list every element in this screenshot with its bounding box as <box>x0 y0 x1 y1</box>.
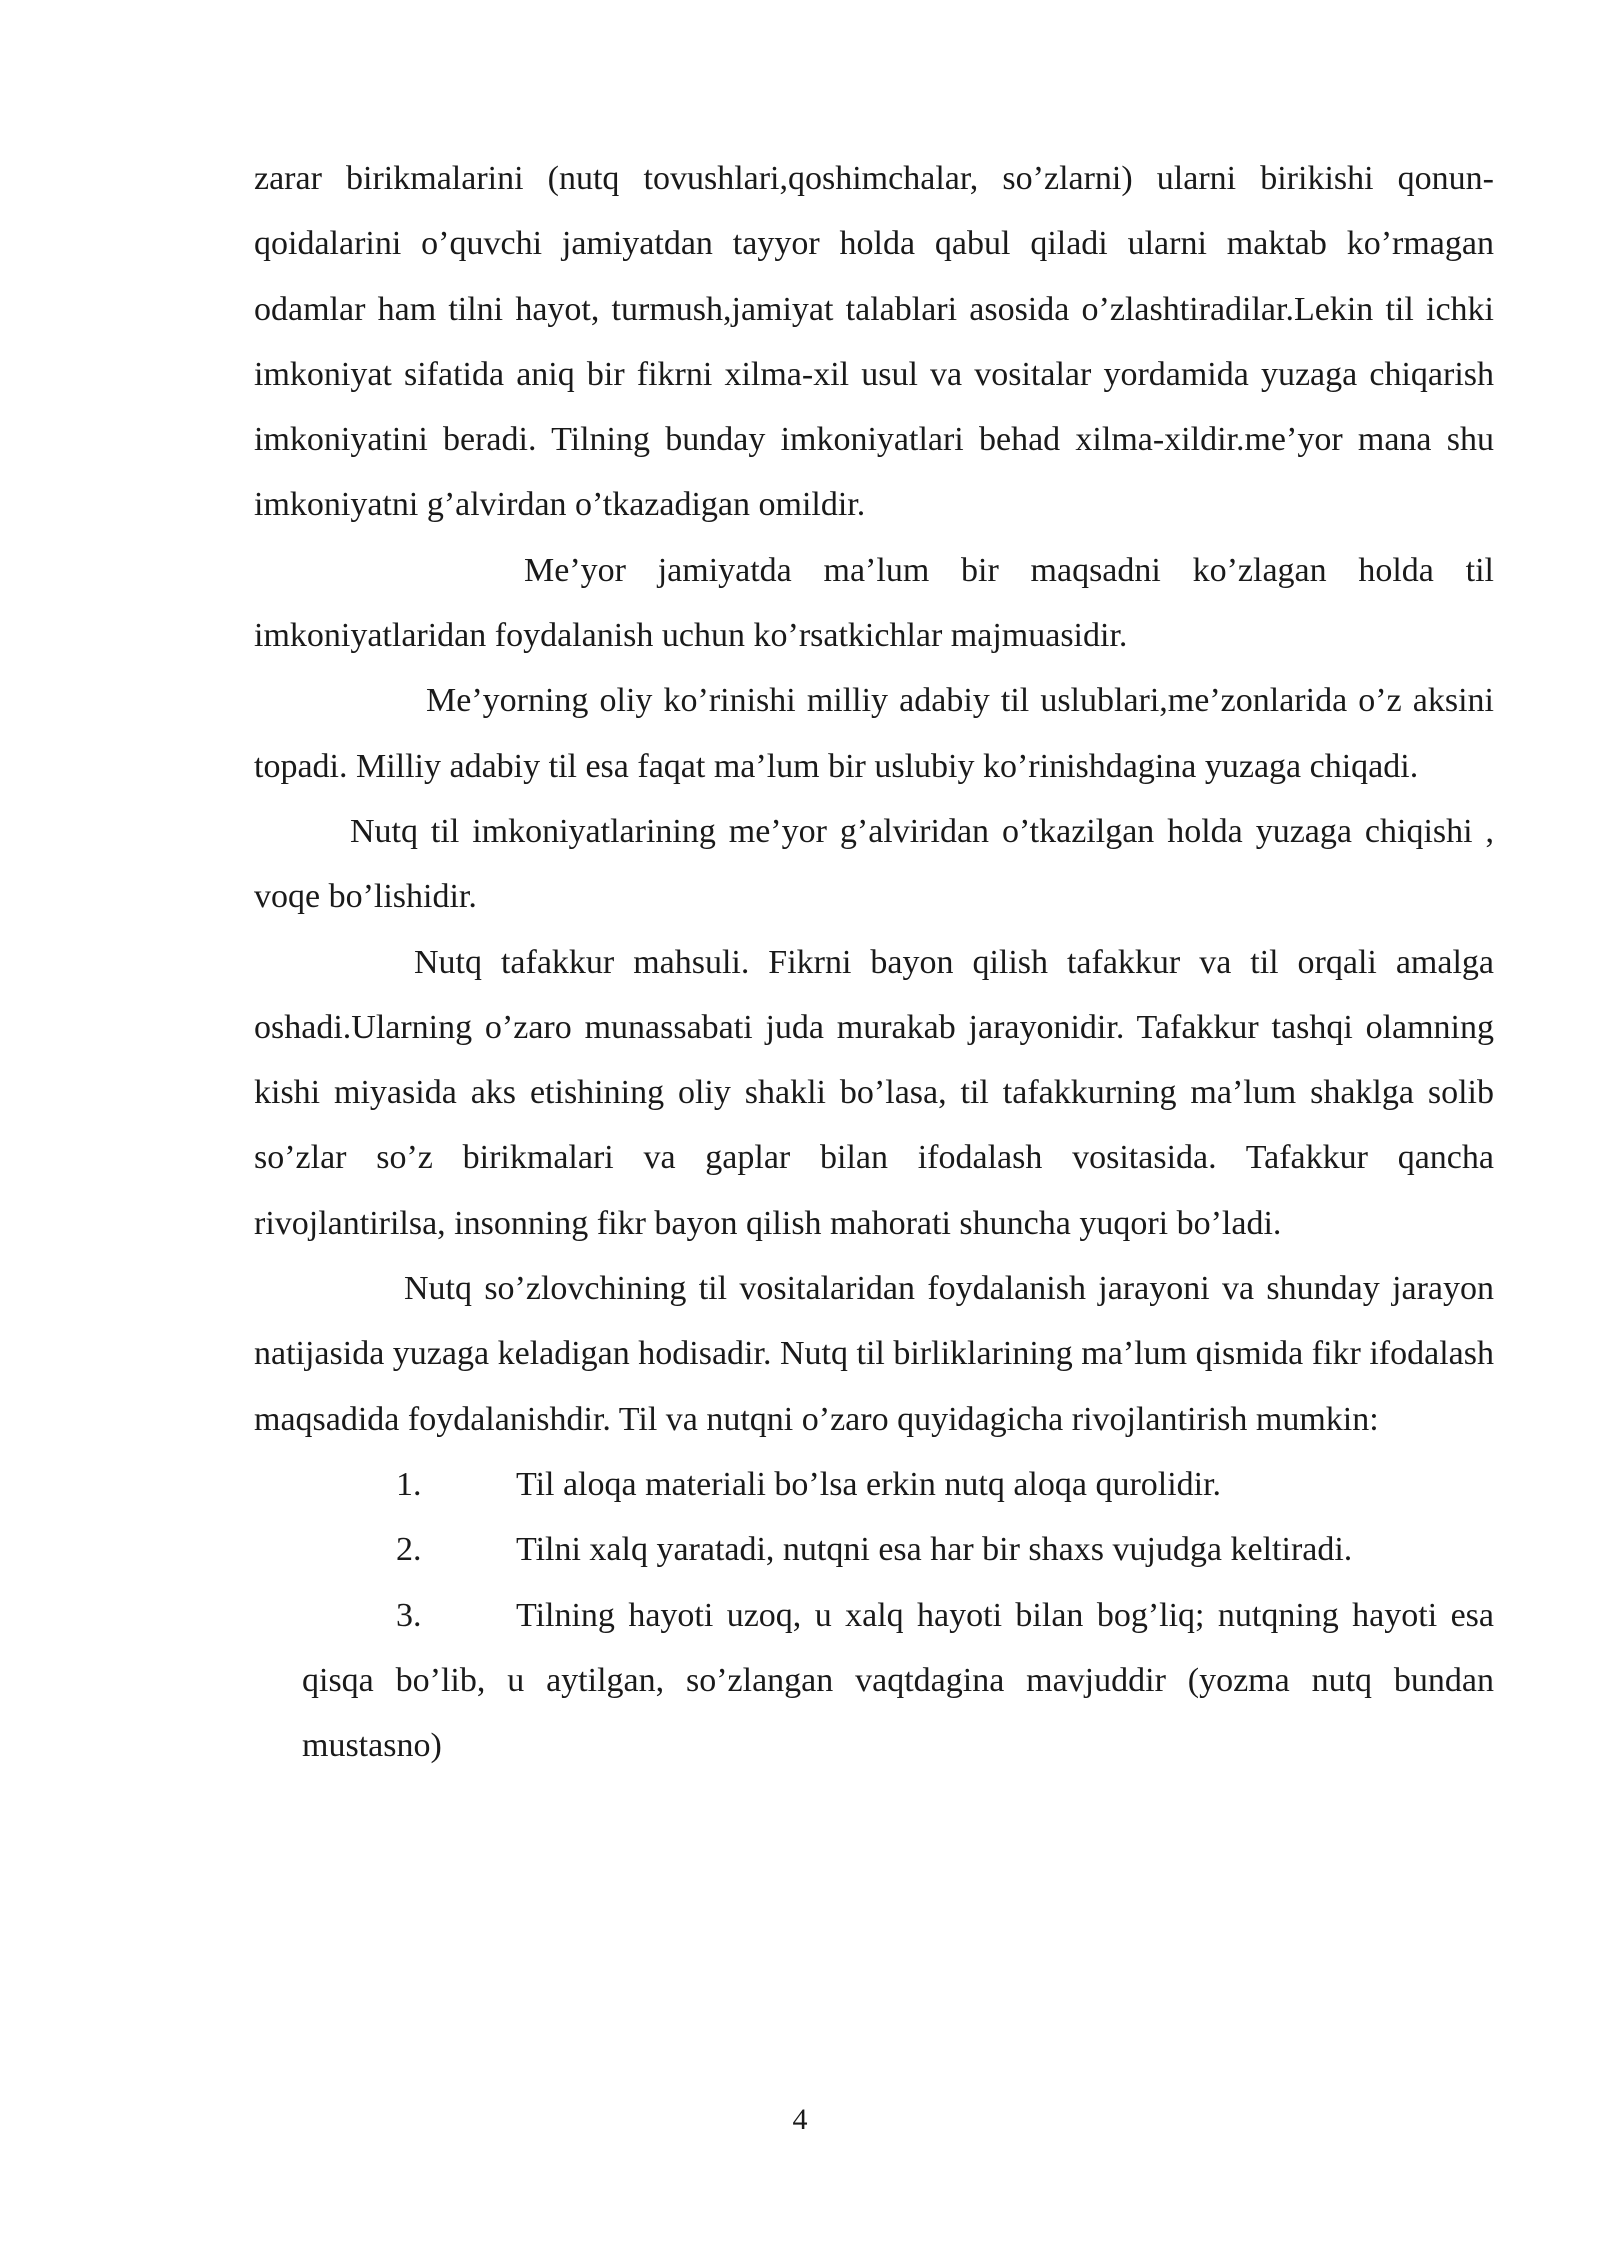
paragraph-2: Me’yor jamiyatda ma’lum bir maqsadni ko’zlagan holda til imkoniyatlaridan foydalanish uchun ko’rsatkichlar majmuasidir. <box>254 551 1494 655</box>
list-item-2 <box>254 1517 1494 1582</box>
list-text: Tilni xalq yaratadi, nutqni esa har bir shaxs vujudga keltiradi. <box>516 1531 1353 1569</box>
paragraph-4: Nutq til imkoniyatlarining me’yor g’alviridan o’tkazilgan holda yuzaga chiqishi , voqe bo’lishidir. <box>254 812 1494 916</box>
page-number: 4 <box>792 2103 808 2136</box>
paragraph-1: zarar birikmalarini (nutq tovushlari,qoshimchalar, so’zlarni) ularni birikishi qonun-qoidalarini o’quvchi jamiyatdan tayyor holda qabul qiladi ularni maktab ko’rmagan odamlar ham tilni hayot, turmush,jamiyat talablari asosida o’zlashtiradilar.Lekin til ichki imkoniyat sifatida aniq bir fikrni xilma-xil usul va vositalar yordamida yuzaga chiqarish imkoniyatini beradi. Tilning bunday imkoniyatlari behad xilma-xildir.me’yor mana shu imkoniyatni g’alvirdan o’tkazadigan omildir. <box>254 160 1494 524</box>
paragraph-3: Me’yorning oliy ko’rinishi milliy adabiy til uslublari,me’zonlarida o’z aksini topadi. Milliy adabiy til esa faqat ma’lum bir uslubiy ko’rinishdagina yuzaga chiqadi. <box>254 682 1494 785</box>
paragraph-6: Nutq so’zlovchining til vositalaridan foydalanish jarayoni va shunday jarayon natijasida yuzaga keladigan hodisadir. Nutq til birliklarining ma’lum qismida fikr ifodalash maqsadida foydalanishdir. Til va nutqni o’zaro quyidagicha rivojlantirish mumkin: <box>254 1270 1494 1438</box>
page-content <box>254 146 1494 1778</box>
list-number: 2. <box>396 1531 422 1569</box>
list-number: 1. <box>396 1465 422 1503</box>
paragraph-5: Nutq tafakkur mahsuli. Fikrni bayon qilish tafakkur va til orqali amalga oshadi.Ularning o’zaro munassabati juda murakab jarayonidir. Tafakkur tashqi olamning kishi miyasida aks etishining oliy shakli bo’lasa, til tafakkurning ma’lum shaklga solib so’zlar so’z birikmalari va gaplar bilan ifodalash vositasida. Tafakkur qancha rivojlantirilsa, insonning fikr bayon qilish mahorati shuncha yuqori bo’ladi. <box>254 943 1494 1242</box>
list-text: Til aloqa materiali bo’lsa erkin nutq aloqa qurolidir. <box>516 1465 1222 1503</box>
list-item-1 <box>254 1452 1494 1517</box>
list-text: Tilning hayoti uzoq, u xalq hayoti bilan bog’liq; nutqning hayoti esa qisqa bo’lib, u aytilgan, so’zlangan vaqtdagina mavjuddir (yozma nutq bundan mustasno) <box>302 1596 1494 1765</box>
list-number: 3. <box>396 1596 422 1634</box>
list-item-3 <box>254 1583 1494 1779</box>
